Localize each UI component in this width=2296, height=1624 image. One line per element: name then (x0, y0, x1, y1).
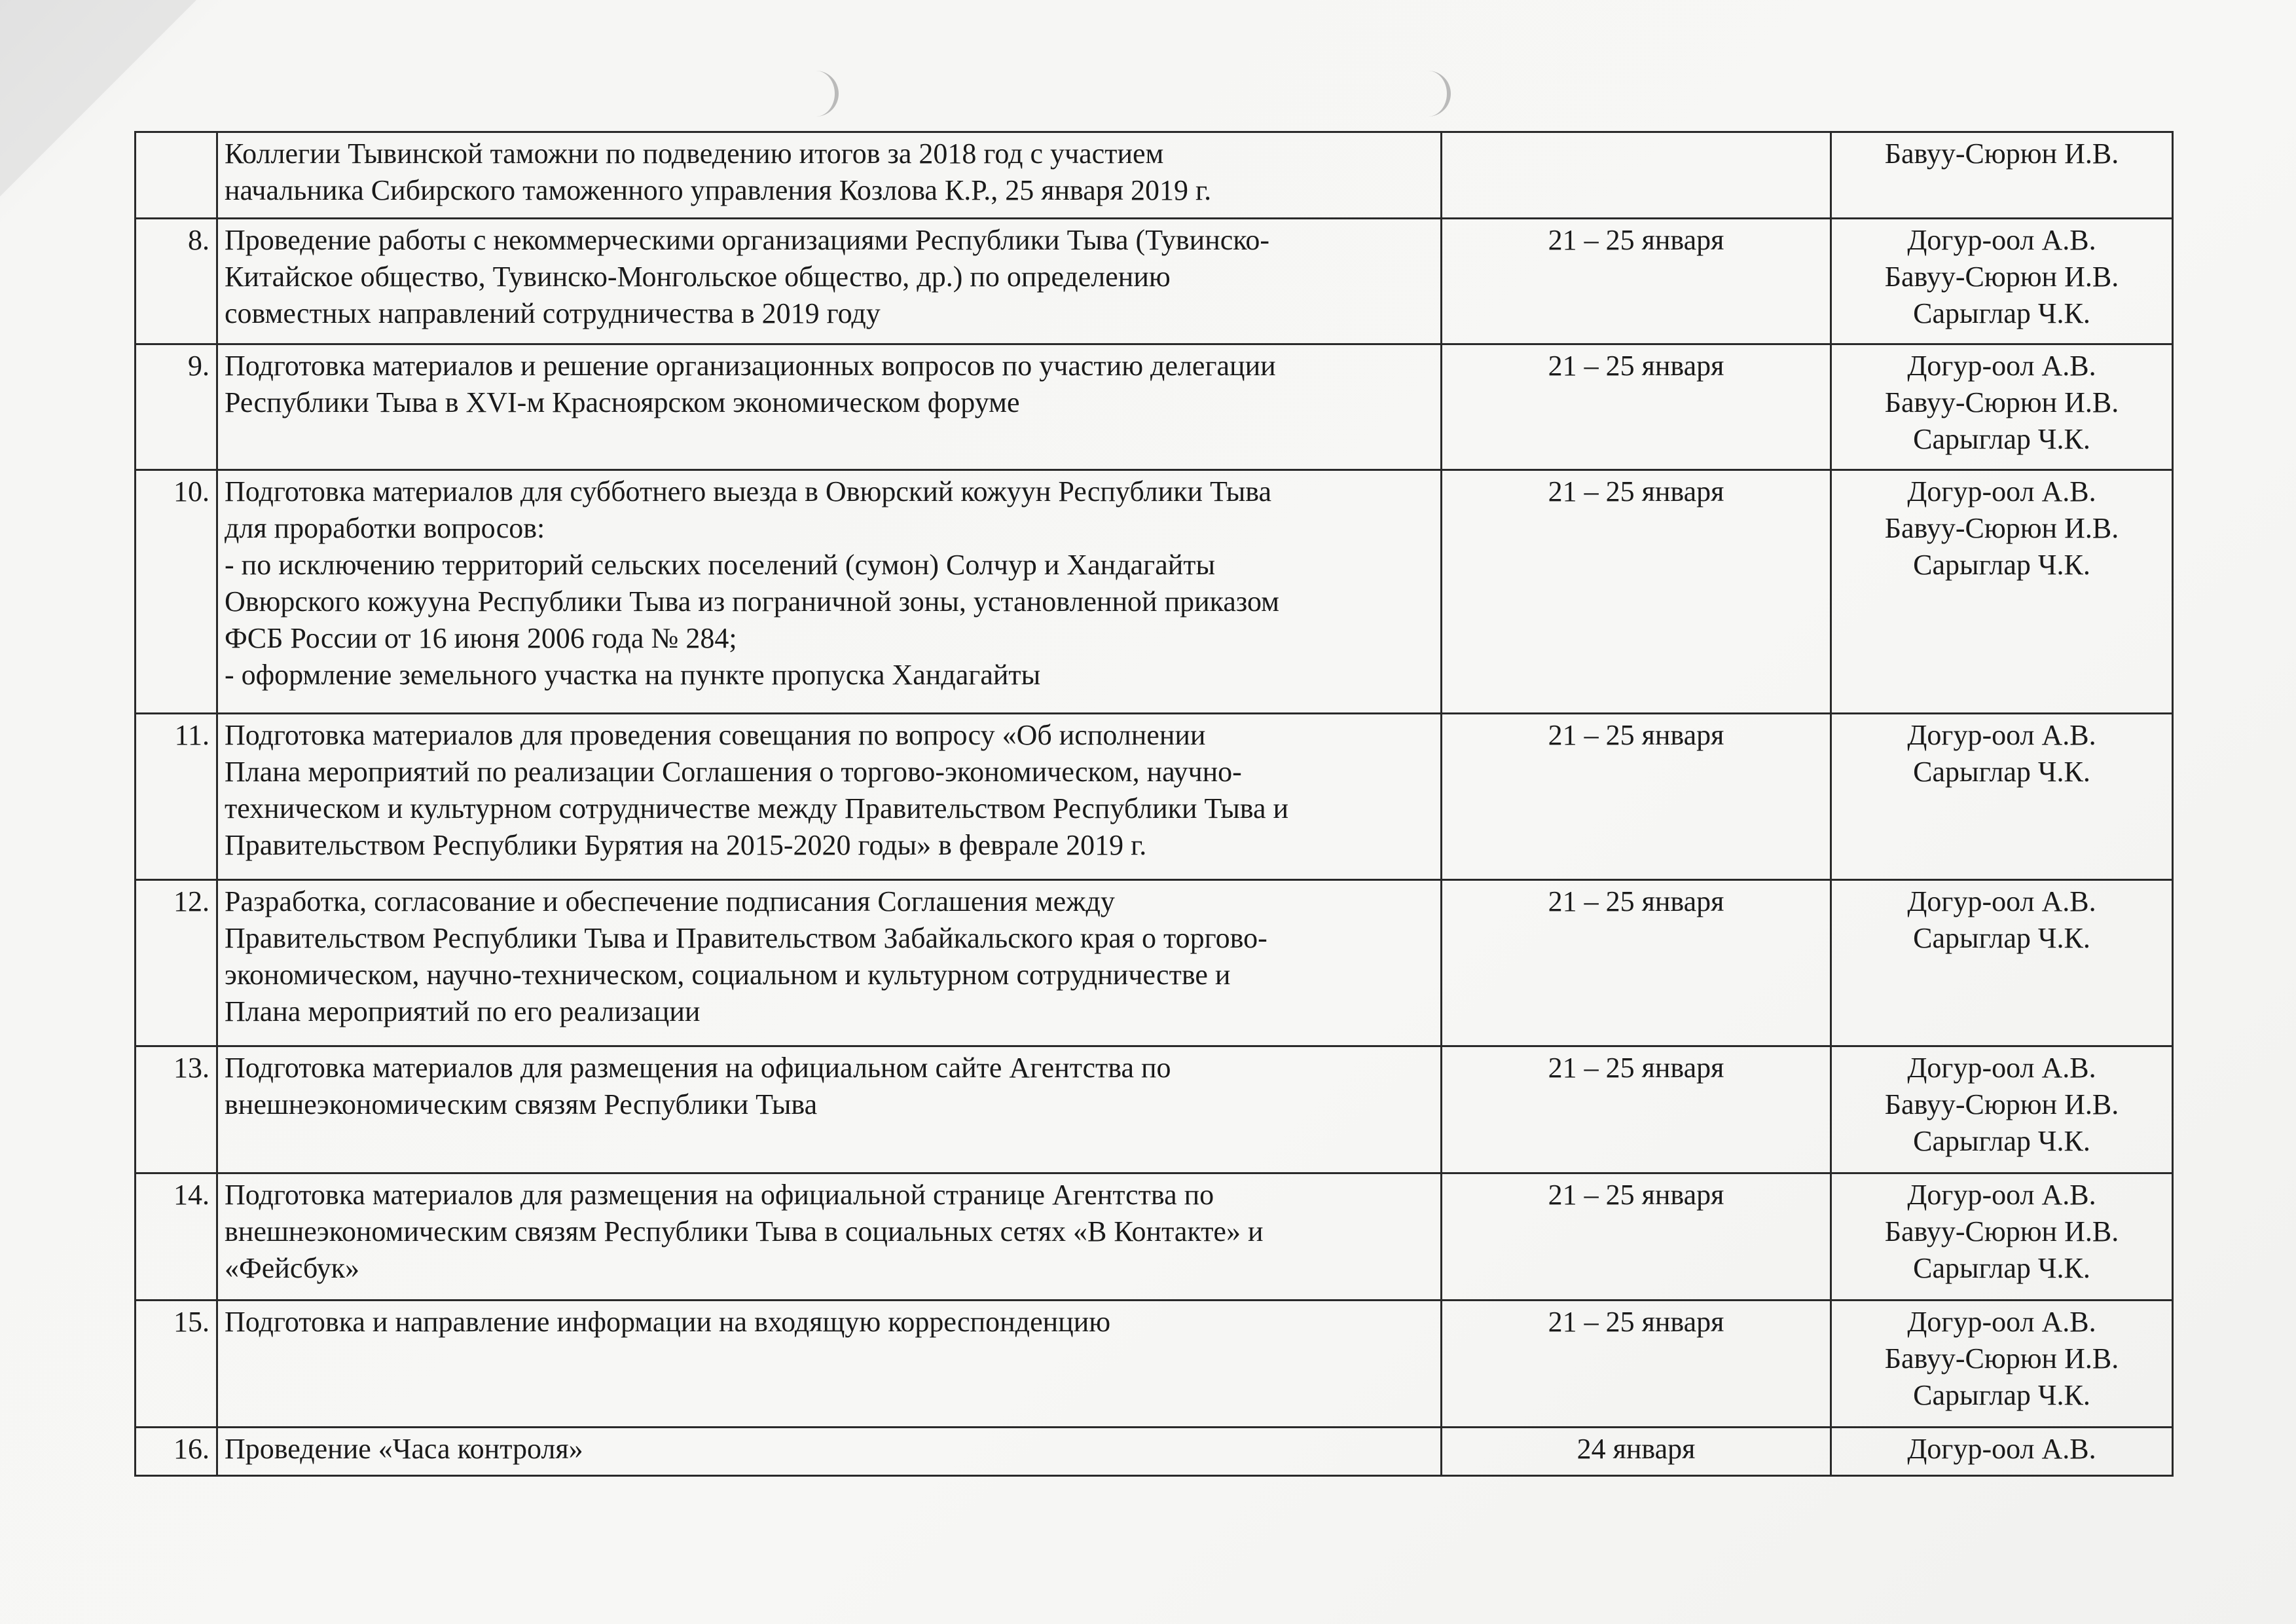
responsible-person: Бавуу-Сюрюн И.В. (1884, 1088, 2119, 1120)
responsible-persons (1831, 132, 2173, 219)
responsible-person: Бавуу-Сюрюн И.В. (1884, 512, 2119, 544)
responsible-person: Сарыглар Ч.К. (1913, 1379, 2090, 1411)
responsible-person: Догур-оол А.В. (1907, 1306, 2096, 1338)
responsible-person: Сарыглар Ч.К. (1913, 1252, 2090, 1284)
event-line: Республики Тыва в XVI-м Красноярском экономическом форуме (225, 386, 1020, 418)
event-line: совместных направлений сотрудничества в 2019 году (225, 297, 881, 329)
event-line: Плана мероприятий по реализации Соглашения о торгово-экономическом, научно- (225, 756, 1242, 788)
event-description (217, 1046, 1442, 1173)
responsible-persons (1831, 1173, 2173, 1301)
work-plan-body (136, 132, 2173, 1476)
event-description (217, 1301, 1442, 1428)
event-line: Плана мероприятий по его реализации (225, 995, 701, 1027)
event-dates: 21 – 25 января (1442, 880, 1831, 1046)
table-row (136, 219, 2173, 344)
responsible-persons (1831, 714, 2173, 880)
row-number: 11. (136, 714, 217, 880)
table-row (136, 714, 2173, 880)
event-description (217, 132, 1442, 219)
event-line: техническом и культурном сотрудничестве между Правительством Республики Тыва и (225, 792, 1289, 824)
event-dates: 21 – 25 января (1442, 1046, 1831, 1173)
row-number: 9. (136, 344, 217, 470)
event-dates: 21 – 25 января (1442, 470, 1831, 714)
event-line: Подготовка материалов для размещения на официальном сайте Агентства по (225, 1052, 1171, 1084)
responsible-person: Сарыглар Ч.К. (1913, 297, 2090, 329)
row-number: 15. (136, 1301, 217, 1428)
row-number: 14. (136, 1173, 217, 1301)
event-line: - оформление земельного участка на пункте пропуска Хандагайты (225, 659, 1041, 691)
event-description (217, 470, 1442, 714)
table-row (136, 132, 2173, 219)
table-row (136, 1173, 2173, 1301)
work-plan-table (134, 131, 2174, 1477)
punch-hole-mark (1408, 71, 1451, 117)
event-line: «Фейсбук» (225, 1252, 359, 1284)
table-row (136, 344, 2173, 470)
event-line: Подготовка материалов для субботнего выезда в Овюрский кожуун Республики Тыва (225, 475, 1272, 507)
event-description (217, 1173, 1442, 1301)
responsible-person: Бавуу-Сюрюн И.В. (1884, 261, 2119, 293)
event-description (217, 880, 1442, 1046)
row-number: 16. (136, 1428, 217, 1476)
table-row (136, 1301, 2173, 1428)
row-number: 13. (136, 1046, 217, 1173)
responsible-person: Бавуу-Сюрюн И.В. (1884, 138, 2119, 170)
event-dates: 21 – 25 января (1442, 714, 1831, 880)
event-line: Проведение работы с некоммерческими организациями Республики Тыва (Тувинско- (225, 224, 1270, 256)
event-line: Правительством Республики Тыва и Правительством Забайкальского края о торгово- (225, 922, 1267, 954)
table-row (136, 1046, 2173, 1173)
event-line: Подготовка и направление информации на входящую корреспонденцию (225, 1306, 1111, 1338)
responsible-persons (1831, 1046, 2173, 1173)
responsible-person: Догур-оол А.В. (1907, 1179, 2096, 1211)
event-line: ФСБ России от 16 июня 2006 года № 284; (225, 622, 737, 654)
responsible-person: Сарыглар Ч.К. (1913, 756, 2090, 788)
responsible-person: Догур-оол А.В. (1907, 1433, 2096, 1465)
responsible-person: Сарыглар Ч.К. (1913, 549, 2090, 581)
table-row (136, 880, 2173, 1046)
punch-hole-mark (795, 71, 839, 117)
event-line: Разработка, согласование и обеспечение подписания Соглашения между (225, 885, 1115, 917)
event-line: Китайское общество, Тувинско-Монгольское общество, др.) по определению (225, 261, 1171, 293)
responsible-persons (1831, 219, 2173, 344)
responsible-person: Догур-оол А.В. (1907, 1052, 2096, 1084)
event-dates: 21 – 25 января (1442, 1301, 1831, 1428)
event-line: внешнеэкономическим связям Республики Тыва (225, 1088, 818, 1120)
event-dates: 21 – 25 января (1442, 219, 1831, 344)
responsible-person: Сарыглар Ч.К. (1913, 423, 2090, 455)
responsible-person: Догур-оол А.В. (1907, 475, 2096, 507)
event-line: Проведение «Часа контроля» (225, 1433, 583, 1465)
event-line: внешнеэкономическим связям Республики Тыва в социальных сетях «В Контакте» и (225, 1215, 1264, 1247)
responsible-person: Бавуу-Сюрюн И.В. (1884, 1215, 2119, 1247)
event-dates: 21 – 25 января (1442, 1173, 1831, 1301)
event-line: Коллегии Тывинской таможни по подведению итогов за 2018 год с участием (225, 138, 1164, 170)
event-line: начальника Сибирского таможенного управления Козлова К.Р., 25 января 2019 г. (225, 174, 1212, 206)
responsible-persons (1831, 1428, 2173, 1476)
responsible-person: Бавуу-Сюрюн И.В. (1884, 1342, 2119, 1375)
event-line: - по исключению территорий сельских поселений (сумон) Солчур и Хандагайты (225, 549, 1216, 581)
responsible-person: Догур-оол А.В. (1907, 885, 2096, 917)
event-line: экономическом, научно-техническом, социальном и культурном сотрудничестве и (225, 959, 1231, 991)
responsible-person: Сарыглар Ч.К. (1913, 922, 2090, 954)
responsible-persons (1831, 470, 2173, 714)
responsible-person: Догур-оол А.В. (1907, 224, 2096, 256)
event-description (217, 1428, 1442, 1476)
event-description (217, 219, 1442, 344)
responsible-persons (1831, 880, 2173, 1046)
row-number: 12. (136, 880, 217, 1046)
event-line: Подготовка материалов для размещения на официальной странице Агентства по (225, 1179, 1214, 1211)
event-line: Подготовка материалов для проведения совещания по вопросу «Об исполнении (225, 719, 1206, 751)
event-dates: 21 – 25 января (1442, 344, 1831, 470)
responsible-person: Бавуу-Сюрюн И.В. (1884, 386, 2119, 418)
event-description (217, 344, 1442, 470)
event-description (217, 714, 1442, 880)
responsible-person: Догур-оол А.В. (1907, 350, 2096, 382)
event-line: Правительством Республики Бурятия на 2015-2020 годы» в феврале 2019 г. (225, 829, 1147, 861)
responsible-person: Сарыглар Ч.К. (1913, 1125, 2090, 1157)
responsible-persons (1831, 344, 2173, 470)
event-line: Овюрского кожууна Республики Тыва из пограничной зоны, установленной приказом (225, 585, 1280, 618)
row-number: 10. (136, 470, 217, 714)
table-row (136, 470, 2173, 714)
table-row (136, 1428, 2173, 1476)
event-dates: 24 января (1442, 1428, 1831, 1476)
responsible-person: Догур-оол А.В. (1907, 719, 2096, 751)
event-line: для проработки вопросов: (225, 512, 545, 544)
row-number (136, 132, 217, 219)
responsible-persons (1831, 1301, 2173, 1428)
row-number: 8. (136, 219, 217, 344)
event-line: Подготовка материалов и решение организационных вопросов по участию делегации (225, 350, 1276, 382)
event-dates (1442, 132, 1831, 219)
